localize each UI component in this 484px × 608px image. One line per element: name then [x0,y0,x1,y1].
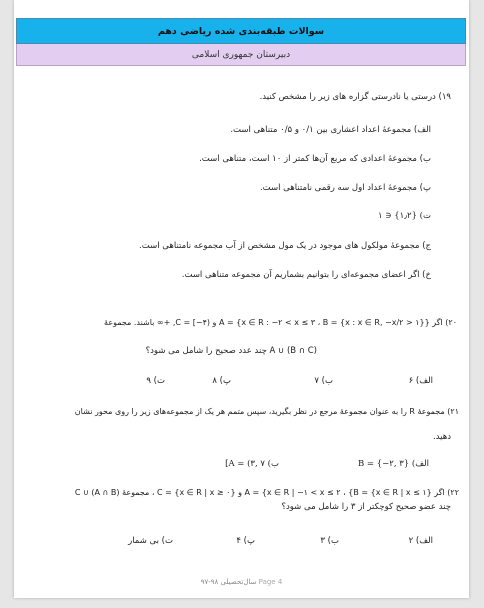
page-title: سوالات طبقه‌بندی شده ریاضی دهم [16,18,466,44]
question-19-item-t: ت) {۱٫۲} ∈ ۱ [377,211,431,221]
question-22-option-t: ت) بی شمار [128,536,173,546]
question-20-option-b: ب) ۷ [314,376,333,386]
question-22-option-b: ب) ۳ [320,536,339,546]
question-21-part-b: ب) A = (۳, ۷] [225,459,279,469]
question-21-part-a: الف) B = {−۲, ۳} [357,459,429,469]
question-20-option-a: الف) ۶ [408,376,433,386]
question-19-item-a: الف) مجموعهٔ اعداد اعشاری بین ۰/۱ و ۰/۵ متناهی است. [230,125,431,135]
question-21-line-1: ۲۱) مجموعهٔ R را به عنوان مجموعهٔ مرجع در نظر بگیرید، سپس متمم هر یک از مجموعه‌های زیر را روی محور نشان [74,407,459,416]
page-number: Page 4 [258,578,283,586]
question-20-line-1: ۲۰) اگر {A = {x ∈ R : −۲ < x ≤ ۳ ، B = {x : x ∈ R, −x/۲ > ۱} و (C = [−۴, +∞ باشند. مجموعهٔ [104,318,457,327]
question-19-stem: ۱۹) درستی یا نادرستی گزاره های زیر را مشخص کنید. [259,92,451,102]
school-name: دبیرستان جمهوری اسلامی [16,44,466,66]
question-20-option-t: ت) ۹ [146,376,165,386]
question-19-item-b: ب) مجموعهٔ اعدادی که مربع آن‌ها کمتر از ۱۰ است، متناهی است. [199,154,431,164]
question-20-option-p: پ) ۸ [212,376,231,386]
question-19-item-j: ج) مجموعهٔ مولکول های موجود در یک مول مشخص از آب مجموعه نامتناهی است. [139,241,431,251]
document-page [14,0,469,598]
question-21-line-2: دهید. [433,432,451,442]
question-19-item-kh: خ) اگر اعضای مجموعه‌ای را بتوانیم بشماریم آن مجموعه متناهی است. [181,270,431,280]
question-19-item-p: پ) مجموعهٔ اعداد اول سه رقمی نامتناهی است. [259,183,431,193]
question-22-option-p: پ) ۴ [236,536,255,546]
question-22-line-2: چند عضو صحیح کوچکتر از ۳ را شامل می شود؟ [281,502,451,512]
question-22-line-1: ۲۲) اگر {A = {x ∈ R | −۱ < x ≤ ۲ ، {B = {x ∈ R | x ≤ ۱ و {C = {x ∈ R | x ≥ ۰ ، مجموعهٔ (A ∩ B) ∪ C [74,488,459,497]
question-20-line-2: A ∪ (B ∩ C) چند عدد صحیح را شامل می شود؟ [145,346,317,356]
question-22-option-a: الف) ۲ [408,536,433,546]
page-footer [14,578,469,586]
academic-year: سال‌تحصیلی ۹۸-۹۷ [200,578,257,586]
